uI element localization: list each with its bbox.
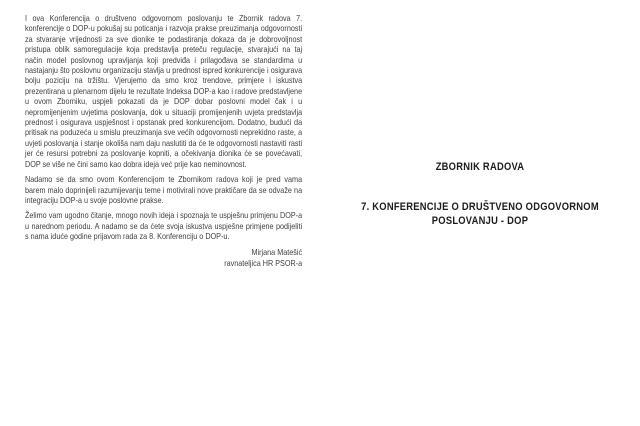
signature-name: Mirjana Matešić (251, 246, 303, 257)
right-page-title-block (320, 160, 640, 228)
body-paragraph: I ova Konferencija o društveno odgovornom poslovanju te Zbornik radova 7. konferencije o DOP-u pokušaj su poticanja i razvoja prakse preuzimanja odgovornosti za stvaranje vrijednosti za sve dionike te podastiranja dokaza da je dobrovoljnost pristupa oblik samoregulacije koja predstavlja preteču regulacije, stvarajući na taj način model poslovnog upravljanja koji predviđa i prilagođava se standardima u nastajanju što poslovnu organizaciju stavlja u prednost ispred konkurencije i osigurava bolju poziciju na tržištu. Vjerujemo da smo kroz trendove, primjere i iskustva prezentirana u plenarnom dijelu te rezultate Indeksa DOP-a kao i radove predstavljene u ovom Zborniku, uspjeli pokazati da je DOP dobar poslovni model čak i u nepromijenjenim uvjetima poslovanja, dok u situaciji promijenjenih uvjeta predstavlja prednost i osigurava uspješnost i opstanak pred konkurencijom. Dodatno, budući da pritisak na poduzeća u smislu preuzimanja sve većih odgovornosti neprekidno raste, a uvjeti poslovanja i stanje okoliša nam daju naslutiti da će te odgovornosti nastaviti rasti jer će resursi potrebni za poslovanje kopniti, a očekivanja dionika će se povećavati, DOP se više ne čini samo kao dobra ideja već prije kao neminovnost. (25, 13, 303, 169)
conference-title: 7. KONFERENCIJE O DRUŠTVENO ODGOVORNOM POSLOVANJU - DOP (361, 201, 599, 227)
left-page-foreword (25, 13, 302, 269)
signature-role: ravnateljica HR PSOR-a (224, 257, 303, 268)
body-paragraph: Želimo vam ugodno čitanje, mnogo novih ideja i spoznaja te uspješnu primjenu DOP-a u narednom periodu. A nadamo se da ćete svoja iskustva uspješne primjene podijeliti s nama iduće godine prijavom rada za 8. Konferenciju o DOP-u. (25, 210, 303, 242)
signature-block (25, 247, 302, 269)
body-paragraph: Nadamo se da smo ovom Konferencijom te Zbornikom radova koji je pred vama barem malo doprinijeli razumijevanju teme i motivirali nove praktičare da se odvaže na integraciju DOP-a u svoje poslovne prakse. (25, 174, 303, 205)
series-title: ZBORNIK RADOVA (435, 161, 525, 173)
